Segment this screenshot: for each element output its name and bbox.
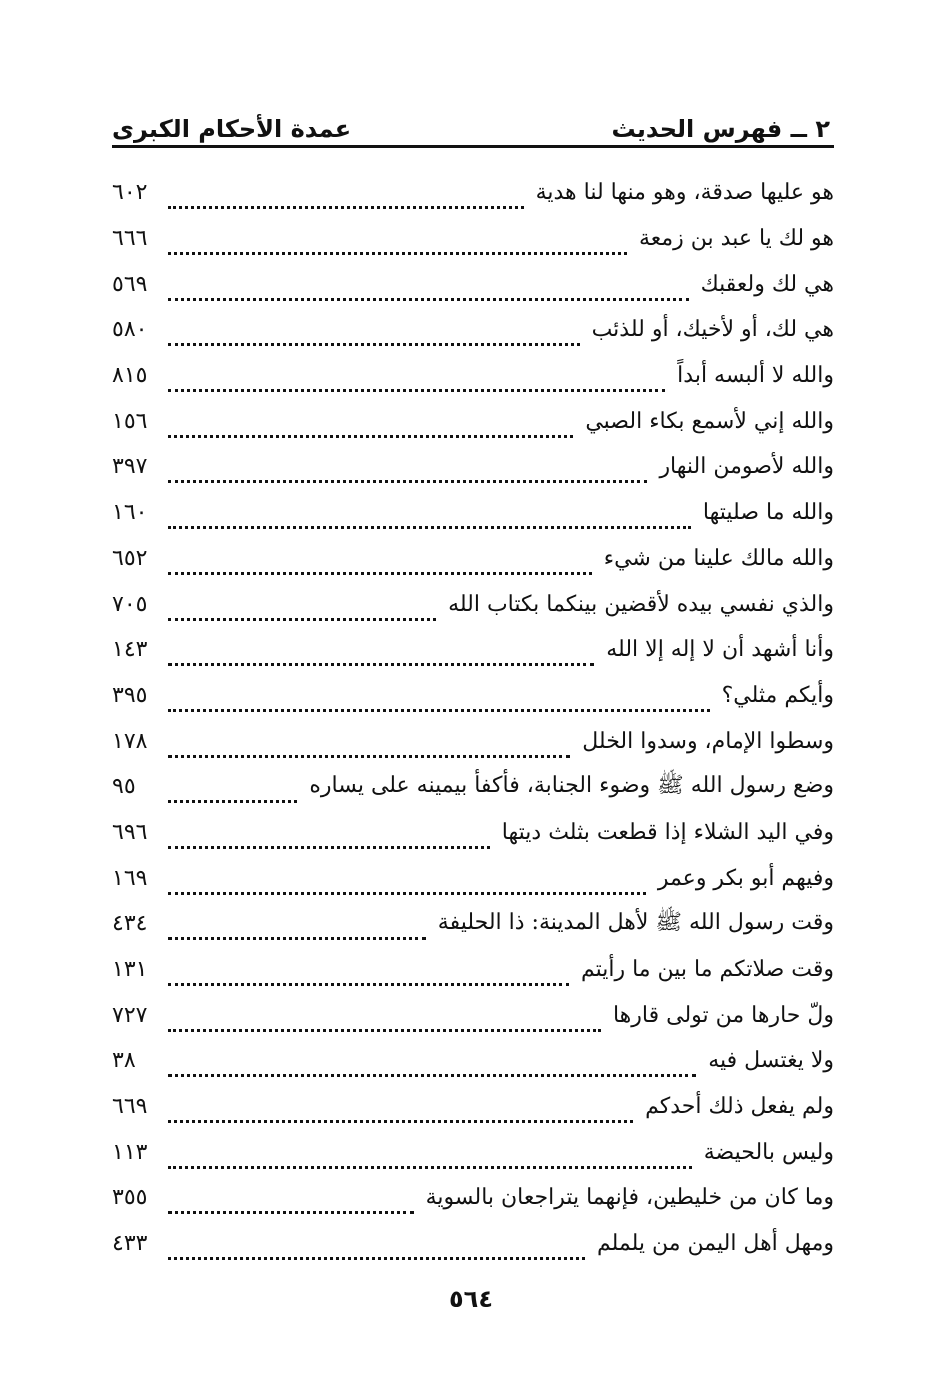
index-entry [112, 673, 834, 719]
index-entry [112, 947, 834, 993]
entry-page-number: ٦٦٩ [112, 1094, 148, 1120]
index-entry [112, 307, 834, 353]
dot-leader [168, 961, 569, 986]
entry-text: وسطوا الإمام، وسدوا الخلل [582, 728, 834, 754]
dot-leader [168, 276, 689, 301]
entry-page-number: ٥٨٠ [112, 317, 148, 343]
entry-page-number: ٧٢٧ [112, 1002, 148, 1028]
entry-page-number: ٦٠٢ [112, 180, 148, 206]
section-title: ٢ ــ فهرس الحديث [611, 115, 830, 143]
entry-text: وفي اليد الشلاء إذا قطعت بثلث ديتها [501, 819, 834, 845]
dot-leader [168, 321, 580, 346]
entry-page-number: ٦٥٢ [112, 545, 148, 571]
index-entry [112, 216, 834, 262]
dot-leader [168, 458, 647, 483]
hadith-index-list [112, 170, 834, 1267]
dot-leader [168, 778, 297, 803]
entry-text: وقت رسول الله ﷺ لأهل المدينة: ذا الحليفة [437, 909, 834, 935]
entry-page-number: ١٧٨ [112, 728, 148, 754]
entry-page-number: ٤٣٣ [112, 1231, 148, 1257]
entry-text: وأنا أشهد أن لا إله إلا الله [606, 637, 834, 663]
entry-page-number: ٣٩٥ [112, 682, 148, 708]
entry-text: والله مالك علينا من شيء [603, 545, 834, 571]
entry-text: هي لك، أو لأخيك، أو للذئب [591, 317, 834, 343]
book-title: عمدة الأحكام الكبرى [112, 115, 352, 143]
entry-text: هو عليها صدقة، وهو منها لنا هدية [535, 180, 834, 206]
dot-leader [168, 1189, 414, 1214]
entry-text: ومهل أهل اليمن من يلملم [596, 1231, 834, 1257]
index-entry [112, 536, 834, 582]
index-entry [112, 170, 834, 216]
entry-text: وضع رسول الله ﷺ وضوء الجنابة، فأكفأ بيمينه على يساره [309, 772, 834, 798]
dot-leader [168, 687, 710, 712]
entry-page-number: ١٤٣ [112, 637, 148, 663]
index-entry [112, 764, 834, 810]
entry-page-number: ١٦٠ [112, 500, 148, 526]
running-header [112, 105, 830, 143]
entry-page-number: ٧٠٥ [112, 591, 148, 617]
entry-text: ولا يغتسل فيه [708, 1048, 834, 1074]
entry-page-number: ٣٩٧ [112, 454, 148, 480]
dot-leader [168, 184, 524, 209]
dot-leader [168, 915, 426, 940]
entry-text: والله لأصومن النهار [659, 454, 834, 480]
entry-text: والله ما صليتها [702, 500, 834, 526]
entry-page-number: ١٦٩ [112, 865, 148, 891]
entry-page-number: ٨١٥ [112, 363, 148, 389]
index-entry [112, 1175, 834, 1221]
entry-page-number: ٦٩٦ [112, 819, 148, 845]
entry-text: ولم يفعل ذلك أحدكم [645, 1094, 834, 1120]
entry-text: وقت صلاتكم ما بين ما رأيتم [580, 957, 834, 983]
index-entry [112, 1221, 834, 1267]
dot-leader [168, 413, 573, 438]
page-number: ٥٦٤ [449, 1285, 493, 1313]
entry-page-number: ٣٨ [112, 1048, 136, 1074]
index-entry [112, 444, 834, 490]
entry-text: وما كان من خليطين، فإنهما يتراجعان بالسوية [425, 1185, 834, 1211]
dot-leader [168, 641, 594, 666]
index-entry [112, 1038, 834, 1084]
index-entry [112, 992, 834, 1038]
entry-page-number: ٩٥ [112, 774, 136, 800]
entry-page-number: ١٣١ [112, 957, 148, 983]
dot-leader [168, 824, 490, 849]
dot-leader [168, 367, 665, 392]
entry-text: هي لك ولعقبك [700, 271, 834, 297]
entry-text: وليس بالحيضة [703, 1139, 834, 1165]
entry-page-number: ١٥٦ [112, 408, 148, 434]
index-entry [112, 398, 834, 444]
dot-leader [168, 1235, 585, 1260]
dot-leader [168, 1007, 601, 1032]
entry-page-number: ٣٥٥ [112, 1185, 148, 1211]
dot-leader [168, 596, 436, 621]
index-entry [112, 1129, 834, 1175]
dot-leader [168, 1144, 692, 1169]
entry-text: والله إني لأسمع بكاء الصبي [585, 408, 834, 434]
index-entry [112, 855, 834, 901]
dot-leader [168, 733, 570, 758]
dot-leader [168, 550, 592, 575]
entry-page-number: ١١٣ [112, 1139, 148, 1165]
index-entry [112, 1084, 834, 1130]
index-entry [112, 353, 834, 399]
index-entry [112, 627, 834, 673]
index-entry [112, 581, 834, 627]
entry-text: والله لا ألبسه أبداً [677, 363, 834, 389]
entry-text: هو لك يا عبد بن زمعة [638, 226, 834, 252]
entry-text: والذي نفسي بيده لأقضين بينكما بكتاب الله [448, 591, 834, 617]
entry-text: وفيهم أبو بكر وعمر [657, 865, 834, 891]
entry-text: ولّ حارها من تولى قارها [612, 1002, 834, 1028]
index-entry [112, 810, 834, 856]
index-entry [112, 261, 834, 307]
header-divider [112, 145, 834, 148]
index-entry [112, 901, 834, 947]
dot-leader [168, 870, 646, 895]
entry-page-number: ٦٦٦ [112, 226, 148, 252]
dot-leader [168, 1052, 696, 1077]
entry-page-number: ٥٦٩ [112, 271, 148, 297]
entry-page-number: ٤٣٤ [112, 911, 148, 937]
index-entry [112, 718, 834, 764]
dot-leader [168, 230, 627, 255]
entry-text: وأيكم مثلي؟ [721, 682, 834, 708]
index-entry [112, 490, 834, 536]
dot-leader [168, 504, 691, 529]
dot-leader [168, 1098, 633, 1123]
